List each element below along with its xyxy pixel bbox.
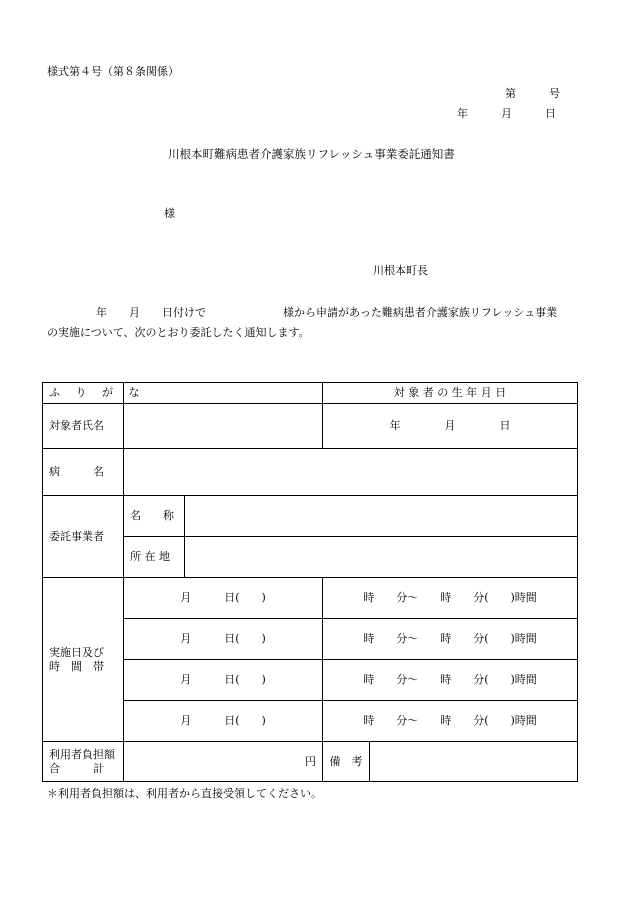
issue-date: 年 月 日 (457, 107, 556, 120)
user-fee-label-line-1: 利用者負担額 (49, 747, 115, 761)
document-number: 第 号 (505, 87, 560, 100)
remarks-field[interactable] (370, 742, 578, 782)
sender-name: 川根本町長 (373, 264, 428, 277)
schedule-label (43, 578, 124, 742)
notification-form-table (42, 382, 578, 782)
birthdate-label: 対 象 者 の 生 年 月 日 (323, 383, 578, 404)
form-number-label: 様式第４号（第８条関係） (47, 65, 179, 78)
schedule-date-4[interactable]: 月 日( ) (124, 701, 323, 742)
disease-name-label: 病 名 (43, 449, 124, 496)
schedule-time-3[interactable]: 時 分～ 時 分( )時間 (323, 660, 578, 701)
footnote: ＊利用者負担額は、利用者から直接受領してください。 (47, 787, 322, 800)
user-fee-label (43, 742, 124, 782)
yen-unit: 円 (305, 754, 316, 768)
contractor-label: 委託事業者 (43, 496, 124, 578)
contractor-name-field[interactable] (185, 496, 578, 537)
disease-name-field[interactable] (124, 449, 578, 496)
schedule-date-2[interactable]: 月 日( ) (124, 619, 323, 660)
furigana-field[interactable] (124, 383, 323, 404)
remarks-label: 備 考 (323, 742, 370, 782)
schedule-date-3[interactable]: 月 日( ) (124, 660, 323, 701)
schedule-label-line-1: 実施日及び (49, 645, 104, 659)
schedule-time-1[interactable]: 時 分～ 時 分( )時間 (323, 578, 578, 619)
contractor-address-label: 所 在 地 (124, 537, 185, 578)
contractor-name-label: 名 称 (124, 496, 185, 537)
schedule-time-4[interactable]: 時 分～ 時 分( )時間 (323, 701, 578, 742)
user-fee-label-line-2: 合 計 (49, 761, 104, 775)
subject-name-label: 対象者氏名 (43, 404, 124, 449)
schedule-label-line-2: 時 間 帯 (49, 659, 104, 673)
schedule-date-1[interactable]: 月 日( ) (124, 578, 323, 619)
birthdate-field[interactable]: 年 月 日 (323, 404, 578, 449)
user-fee-field[interactable] (124, 742, 323, 782)
body-line-2: の実施について、次のとおり委託したく通知します。 (47, 326, 310, 339)
subject-name-field[interactable] (124, 404, 323, 449)
addressee-suffix: 様 (164, 207, 175, 220)
contractor-address-field[interactable] (185, 537, 578, 578)
body-line-1: 年 月 日付けで 様から申請があった難病患者介護家族リフレッシュ事業 (96, 306, 558, 319)
schedule-time-2[interactable]: 時 分～ 時 分( )時間 (323, 619, 578, 660)
furigana-label: ふ り が な (43, 383, 124, 404)
document-title: 川根本町難病患者介護家族リフレッシュ事業委託通知書 (168, 147, 455, 161)
